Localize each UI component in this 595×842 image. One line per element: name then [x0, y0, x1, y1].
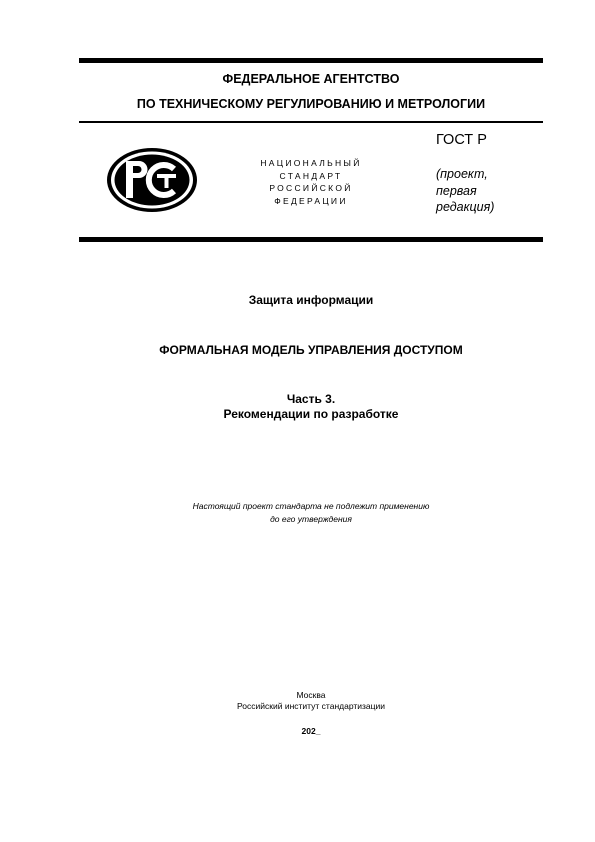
publisher-city: Москва [296, 690, 326, 700]
draft-line-3: редакция) [436, 200, 495, 214]
publication-year: 202_ [301, 726, 321, 736]
national-line-1: НАЦИОНАЛЬНЫЙ [260, 158, 362, 168]
draft-line-1: (проект, [436, 167, 488, 181]
draft-notice [79, 500, 543, 526]
rst-logo-icon [106, 147, 198, 213]
national-line-2: СТАНДАРТ [279, 170, 343, 181]
national-standard-label [252, 157, 370, 207]
national-line-4: ФЕДЕРАЦИИ [274, 195, 348, 206]
topic-title: Защита информации [248, 293, 374, 307]
publisher-block [79, 690, 543, 712]
national-line-3: РОССИЙСКОЙ [269, 183, 353, 193]
agency-line-1: ФЕДЕРАЛЬНОЕ АГЕНТСТВО [222, 72, 400, 86]
part-number: Часть 3. [286, 392, 336, 406]
header-rule [79, 121, 543, 123]
agency-line-2: ПО ТЕХНИЧЕСКОМУ РЕГУЛИРОВАНИЮ И МЕТРОЛОГИИ [136, 97, 486, 111]
draft-notice-line-2: до его утверждения [270, 514, 352, 524]
draft-line-2: первая [436, 183, 477, 198]
main-title: ФОРМАЛЬНАЯ МОДЕЛЬ УПРАВЛЕНИЯ ДОСТУПОМ [159, 343, 463, 357]
bottom-header-rule [79, 237, 543, 242]
top-rule [79, 58, 543, 63]
draft-notice-line-1: Настоящий проект стандарта не подлежит применению [192, 501, 430, 511]
part-subtitle: Рекомендации по разработке [223, 407, 399, 421]
publisher-institute: Российский институт стандартизации [237, 701, 385, 711]
draft-status [436, 166, 494, 216]
gost-designation: ГОСТ Р [436, 132, 487, 148]
